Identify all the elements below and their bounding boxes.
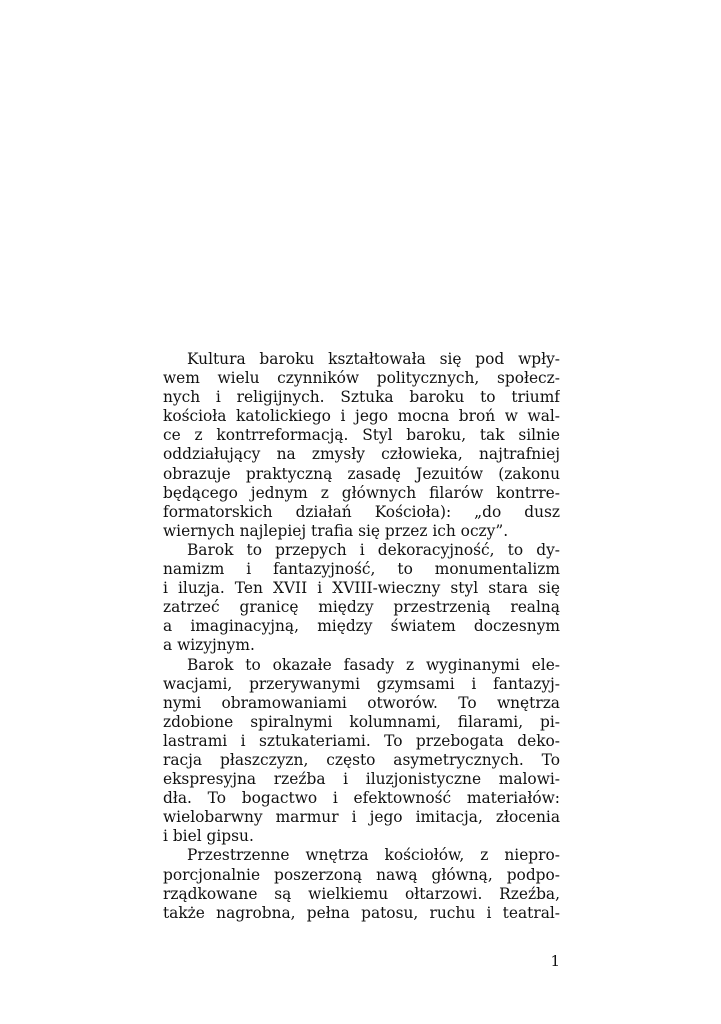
text-line: Barok to okazałe fasady z wyginanymi ele-	[187, 655, 560, 674]
text-line: Barok to przepych i dekoracyjność, to dy-	[187, 540, 560, 559]
text-line: a wizyjnym.	[163, 636, 255, 655]
text-line: ekspresyjna rzeźba i iluzjonistyczne malowi-	[163, 770, 560, 789]
text-line: namizm i fantazyjność, to monumentalizm	[163, 560, 560, 579]
text-line: formatorskich działań Kościoła): „do dusz	[163, 502, 560, 521]
text-line: zatrzeć granicę między przestrzenią realną	[163, 598, 560, 617]
text-line: lastrami i sztukateriami. To przebogata deko-	[163, 731, 560, 750]
text-line: wiernych najlepiej trafia się przez ich oczy”.	[163, 521, 509, 540]
page-number: 1	[550, 952, 560, 970]
text-line: obrazuje praktyczną zasadę Jezuitów (zakonu	[163, 464, 560, 483]
text-line: Przestrzenne wnętrza kościołów, z niepro-	[187, 846, 560, 865]
body-text	[163, 350, 560, 923]
paragraph-1	[163, 350, 560, 541]
text-line: oddziałujący na zmysły człowieka, najtrafniej	[163, 445, 560, 464]
text-line: wielobarwny marmur i jego imitacja, złocenia	[163, 808, 560, 827]
text-line: będącego jednym z głównych filarów kontrre-	[163, 483, 560, 502]
text-line: kościoła katolickiego i jego mocna broń w wal-	[163, 407, 560, 426]
text-line: racja płaszczyzn, często asymetrycznych. To	[163, 750, 560, 769]
paragraph-2	[163, 541, 560, 656]
text-line: dła. To bogactwo i efektowność materiałów:	[163, 789, 560, 808]
paragraph-3	[163, 656, 560, 847]
text-line: wacjami, przerywanymi gzymsami i fantazyj-	[163, 674, 560, 693]
text-line: Kultura baroku kształtowała się pod wpły-	[187, 350, 560, 368]
text-line: ce z kontrreformacją. Styl baroku, tak silnie	[163, 426, 560, 445]
text-line: wem wielu czynników politycznych, społecz-	[163, 369, 560, 388]
text-line: porcjonalnie poszerzoną nawą główną, podpo-	[163, 865, 560, 884]
text-line: i iluzja. Ten XVII i XVIII-wieczny styl stara się	[163, 579, 560, 598]
text-line: nymi obramowaniami otworów. To wnętrza	[163, 693, 560, 712]
text-line: nych i religijnych. Sztuka baroku to triumf	[163, 388, 560, 407]
text-line: także nagrobna, pełna patosu, ruchu i teatral-	[163, 903, 560, 922]
paragraph-4	[163, 846, 560, 922]
text-line: i biel gipsu.	[163, 827, 254, 846]
text-line: zdobione spiralnymi kolumnami, filarami, pi-	[163, 712, 560, 731]
text-line: rządkowane są wielkiemu ołtarzowi. Rzeźba,	[163, 884, 560, 903]
text-line: a imaginacyjną, między światem doczesnym	[163, 617, 560, 636]
